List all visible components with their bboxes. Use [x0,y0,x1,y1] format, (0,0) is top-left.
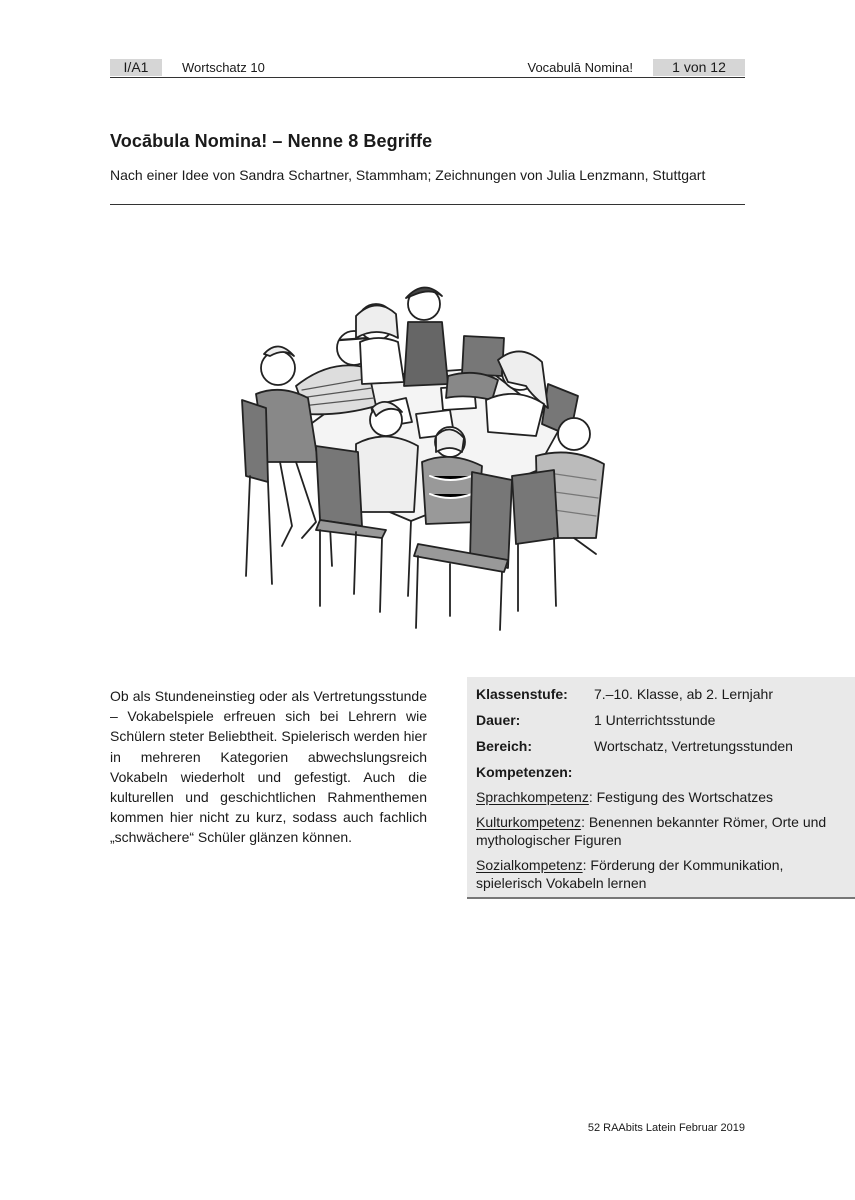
competence-text: : Förderung der Kommunikation, spielerisch Vokabeln lernen [476,857,784,891]
competence-name: Sprachkompetenz [476,789,589,805]
info-label: Bereich: [476,738,533,754]
description-paragraph: Ob als Stundeneinstieg oder als Vertretungsstunde – Vokabelspiele erfreuen sich bei Lehrern wie Schülern steter Beliebtheit. Spielerisch werden hier in mehreren Kategorien abwechslungsreich Vokabeln wiederholt und gefestigt. Auch die kulturellen und geschichtlichen Rahmenthemen kommen hier nicht zu kurz, sodass auch fachlich „schwächere“ Schüler glänzen können. [110,688,427,846]
page-number: 1 von 12 [653,59,745,76]
info-value: 7.–10. Klasse, ab 2. Lernjahr [594,686,774,702]
competence-name: Sozialkompetenz [476,857,583,873]
info-value: 1 Unterrichtsstunde [594,712,716,728]
credits-line: Nach einer Idee von Sandra Schartner, Stammham; Zeichnungen von Julia Lenzmann, Stuttgart [110,167,706,183]
info-label: Klassenstufe: [476,686,568,702]
info-label: Kompetenzen: [476,764,573,780]
page-header [110,58,745,78]
students-at-table-illustration [236,276,614,638]
info-box [467,677,855,899]
competence-culture [476,813,846,849]
document-title: Vocābula Nomina! – Nenne 8 Begriffe [110,131,433,151]
header-rule [110,77,745,78]
info-label: Dauer: [476,712,521,728]
header-title: Vocabulā Nomina! [527,60,633,75]
title-divider [110,204,745,205]
competence-name: Kulturkompetenz [476,814,582,830]
competence-text: : Benennen bekannter Römer, Orte und mythologischer Figuren [476,814,827,848]
info-value: Wortschatz, Vertretungsstunden [594,738,793,754]
competence-language [476,788,846,806]
header-topic: Wortschatz 10 [182,60,265,75]
competence-social [476,856,846,892]
section-code: I/A1 [110,59,162,76]
footer-publication: 52 RAAbits Latein Februar 2019 [587,1122,745,1134]
competence-text: : Festigung des Wortschatzes [588,789,774,805]
